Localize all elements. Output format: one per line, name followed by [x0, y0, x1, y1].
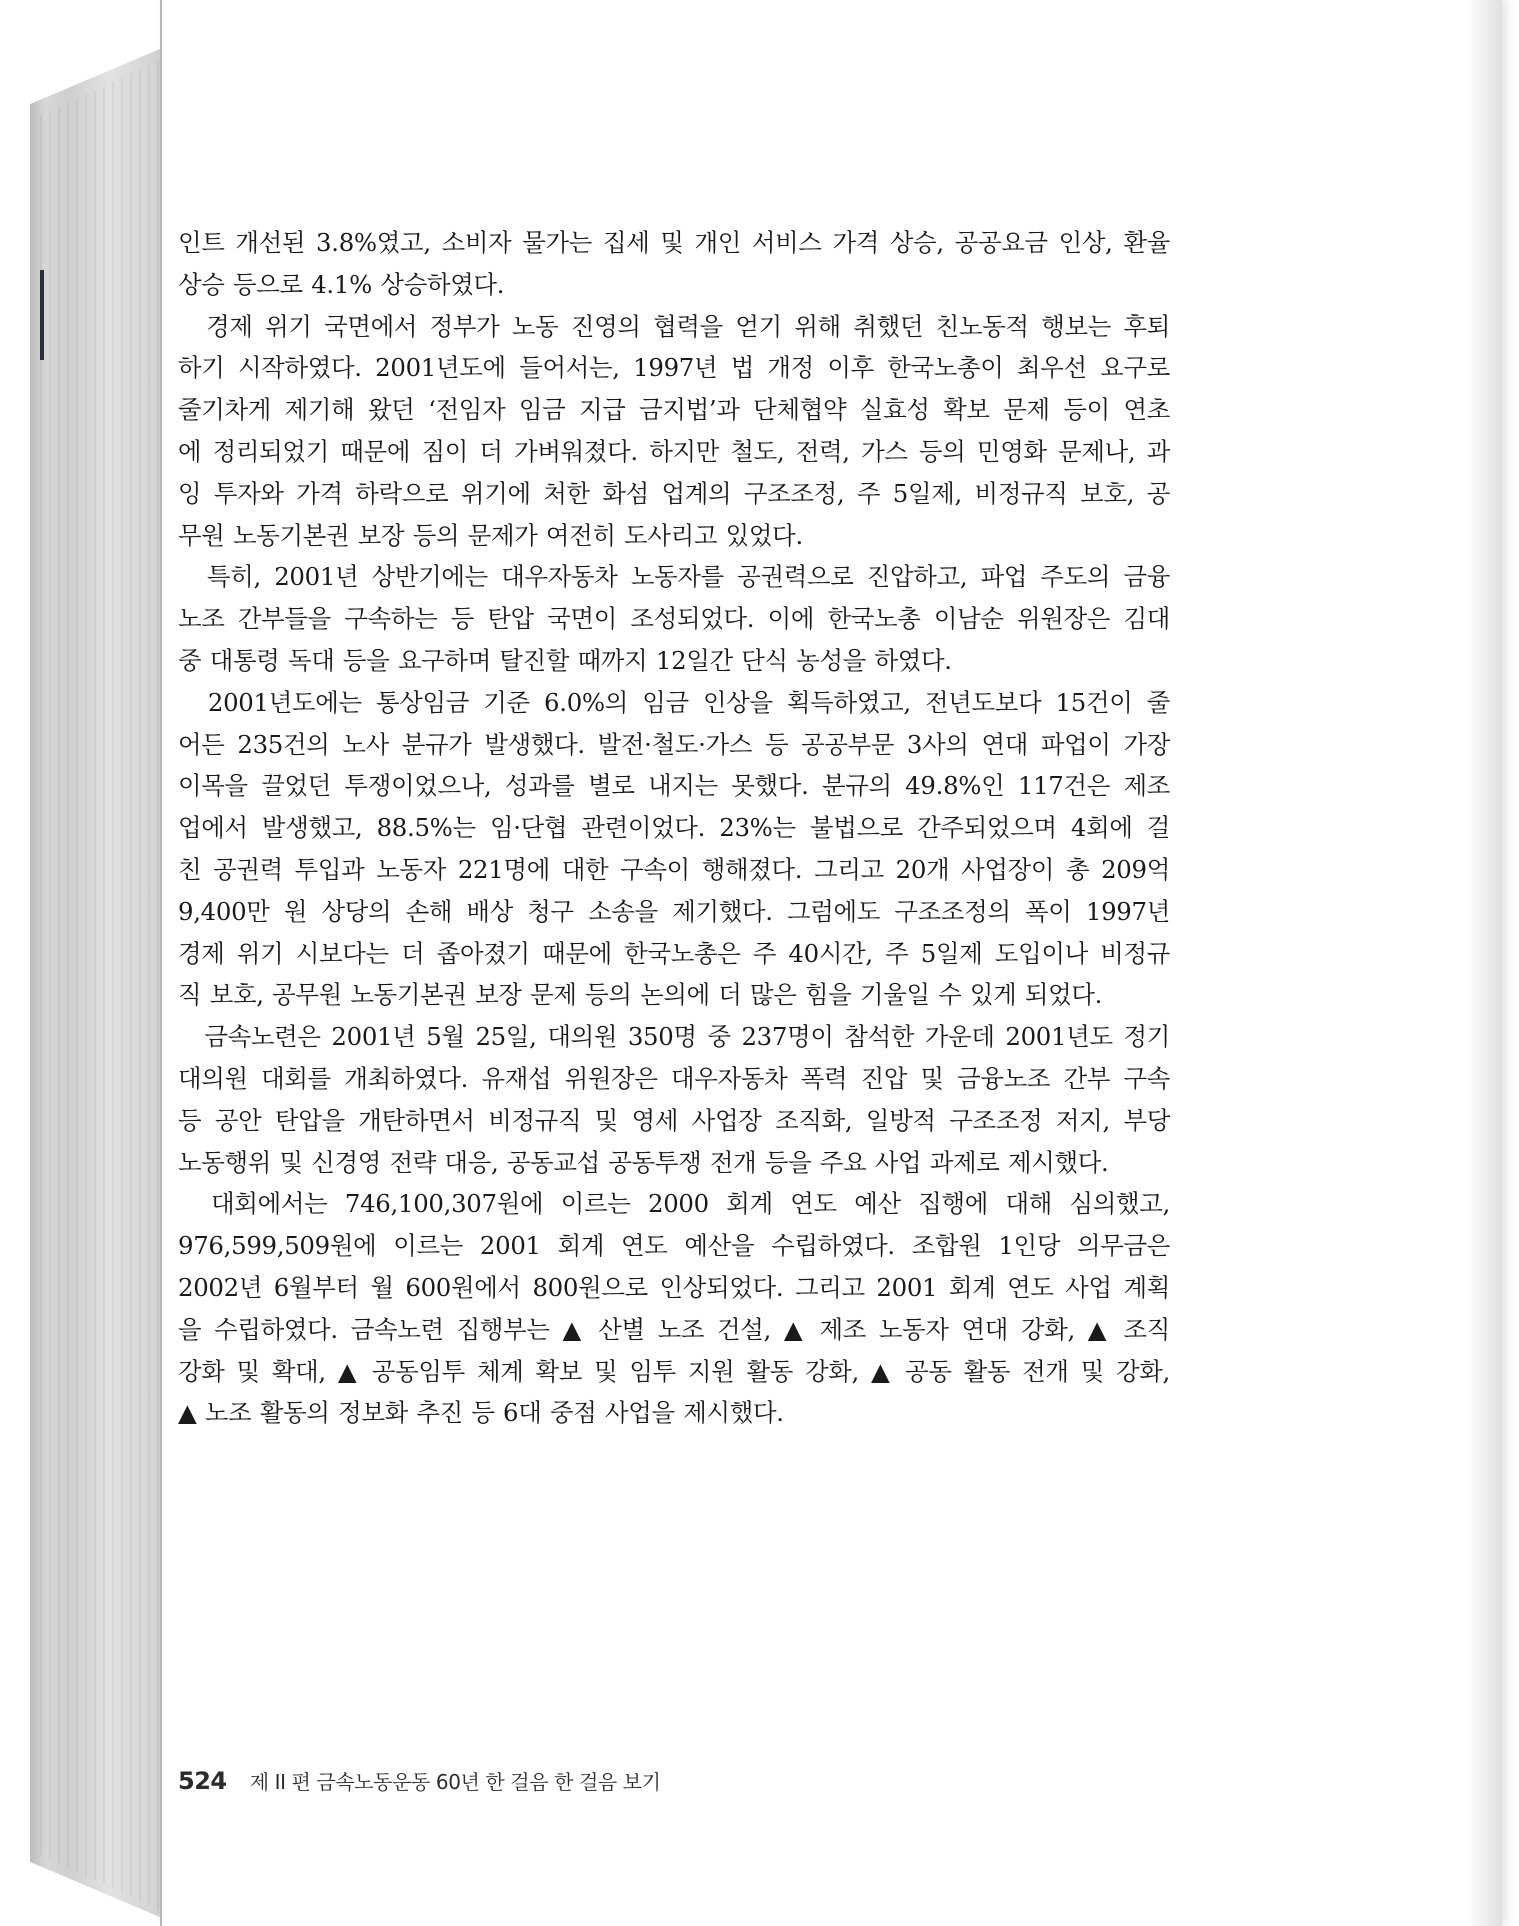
text-line: 등 공안 탄압을 개탄하면서 비정규직 및 영세 사업장 조직화, 일방적 구조조정 저지, 부당 — [178, 1105, 1170, 1135]
text-line: 2002년 6월부터 월 600원에서 800원으로 인상되었다. 그리고 2001 회계 연도 사업 계획 — [178, 1272, 1170, 1302]
text-line: 을 수립하였다. 금속노련 집행부는 ▲ 산별 노조 건설, ▲ 제조 노동자 연대 강화, ▲ 조직 — [178, 1314, 1170, 1344]
paragraph — [178, 1183, 1170, 1434]
text-line: 이목을 끌었던 투쟁이었으나, 성과를 별로 내지는 못했다. 분규의 49.8%인 117건은 제조 — [178, 771, 1170, 801]
text-line: 대의원 대회를 개최하였다. 유재섭 위원장은 대우자동차 폭력 진압 및 금융노조 간부 구속 — [178, 1063, 1170, 1093]
text-line: 특히, 2001년 상반기에는 대우자동차 노동자를 공권력으로 진압하고, 파업 주도의 금융 — [178, 562, 1170, 592]
text-line: 9,400만 원 상당의 손해 배상 청구 소송을 제기했다. 그럼에도 구조조정의 폭이 1997년 — [178, 896, 1170, 926]
text-line: 976,599,509원에 이르는 2001 회계 연도 예산을 수립하였다. 조합원 1인당 의무금은 — [178, 1231, 1170, 1261]
text-line: 강화 및 확대, ▲ 공동임투 체계 확보 및 임투 지원 활동 강화, ▲ 공동 활동 전개 및 강화, — [178, 1356, 1170, 1386]
text-line: 무원 노동기본권 보장 등의 문제가 여전히 도사리고 있었다. — [178, 520, 803, 550]
text-line: 대회에서는 746,100,307원에 이르는 2000 회계 연도 예산 집행에 대해 심의했고, — [178, 1189, 1170, 1219]
text-line: 경제 위기 국면에서 정부가 노동 진영의 협력을 얻기 위해 취했던 친노동적 행보는 후퇴 — [178, 311, 1170, 341]
book-spine-mark — [40, 270, 44, 360]
text-line: 에 정리되었기 때문에 짐이 더 가벼워졌다. 하지만 철도, 전력, 가스 등의 민영화 문제나, 과 — [178, 436, 1170, 466]
text-line: 인트 개선된 3.8%였고, 소비자 물가는 집세 및 개인 서비스 가격 상승, 공공요금 인상, 환율 — [178, 228, 1170, 257]
text-line: 업에서 발생했고, 88.5%는 임·단협 관련이었다. 23%는 불법으로 간주되었으며 4회에 걸 — [178, 813, 1170, 843]
running-title: 제 II 편 금속노동운동 60년 한 걸음 한 걸음 보기 — [249, 1770, 661, 1794]
page-shadow — [1466, 0, 1502, 1926]
paragraph — [178, 306, 1170, 557]
text-line: ▲ 노조 활동의 정보화 추진 등 6대 중점 사업을 제시했다. — [178, 1398, 784, 1428]
text-line: 잉 투자와 가격 하락으로 위기에 처한 화섬 업계의 구조조정, 주 5일제, 비정규직 보호, 공 — [178, 478, 1170, 508]
text-line: 금속노련은 2001년 5월 25일, 대의원 350명 중 237명이 참석한 가운데 2001년도 정기 — [178, 1022, 1170, 1052]
text-line: 상승 등으로 4.1% 상승하였다. — [178, 269, 505, 299]
text-line: 하기 시작하였다. 2001년도에 들어서는, 1997년 법 개정 이후 한국노총이 최우선 요구로 — [178, 353, 1170, 383]
text-line: 직 보호, 공무원 노동기본권 보장 문제 등의 논의에 더 많은 힘을 기울일 수 있게 되었다. — [178, 980, 1103, 1010]
page-footer — [178, 1766, 661, 1795]
text-line: 줄기차게 제기해 왔던 ‘전임자 임금 지급 금지법’과 단체협약 실효성 확보 문제 등이 연초 — [178, 395, 1170, 425]
book-page-edge-lines — [40, 60, 160, 1910]
text-line: 2001년도에는 통상임금 기준 6.0%의 임금 인상을 획득하였고, 전년도보다 15건이 줄 — [178, 687, 1170, 717]
text-line: 친 공권력 투입과 노동자 221명에 대한 구속이 행해졌다. 그리고 20개 사업장이 총 209억 — [178, 854, 1170, 884]
text-line: 노조 간부들을 구속하는 등 탄압 국면이 조성되었다. 이에 한국노총 이남순 위원장은 김대 — [178, 604, 1170, 634]
paragraph — [178, 556, 1170, 681]
paragraph — [178, 1016, 1170, 1183]
text-line: 경제 위기 시보다는 더 좁아졌기 때문에 한국노총은 주 40시간, 주 5일제 도입이나 비정규 — [178, 938, 1170, 968]
text-line: 중 대통령 독대 등을 요구하며 탈진할 때까지 12일간 단식 농성을 하였다. — [178, 645, 952, 675]
text-line: 어든 235건의 노사 분규가 발생했다. 발전·철도·가스 등 공공부문 3사의 연대 파업이 가장 — [178, 729, 1170, 759]
page-number: 524 — [178, 1767, 227, 1795]
text-line: 노동행위 및 신경영 전략 대응, 공동교섭 공동투쟁 전개 등을 주요 사업 과제로 제시했다. — [178, 1147, 1109, 1177]
body-text — [178, 222, 1170, 1434]
paragraph — [178, 682, 1170, 1016]
paragraph — [178, 222, 1170, 306]
